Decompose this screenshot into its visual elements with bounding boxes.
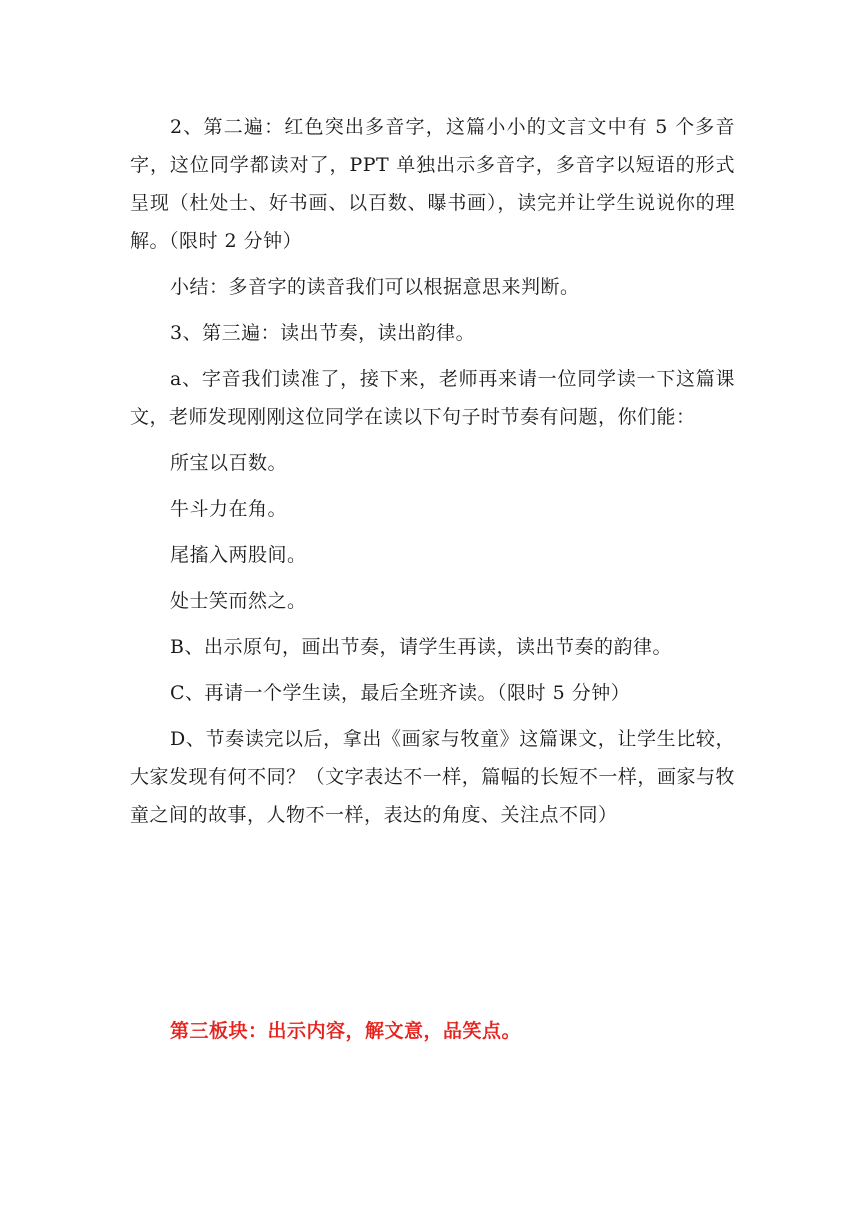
example-sentence-3: 尾搐入两股间。 <box>170 544 307 566</box>
paragraph-step-c: C、再请一个学生读，最后全班齐读。（限时 5 分钟） <box>170 682 631 704</box>
section-heading: 第三板块：出示内容，解文意，品笑点。 <box>170 1020 522 1042</box>
example-sentence-4: 处士笑而然之。 <box>170 590 307 612</box>
paragraph-second-reading: 2、第二遍：红色突出多音字，这篇小小的文言文中有 5 个多音字，这位同学都读对了，PPT 单独出示多音字，多音字以短语的形式呈现（杜处士、好书画、以百数、曝书画），读完并让学生说说你的理解。（限时 2 分钟） <box>130 116 735 252</box>
paragraph-third-reading: 3、第三遍：读出节奏，读出韵律。 <box>170 322 476 344</box>
paragraph-step-b: B、出示原句，画出节奏，请学生再读，读出节奏的韵律。 <box>170 636 672 658</box>
example-sentence-2: 牛斗力在角。 <box>170 498 288 520</box>
example-sentence-1: 所宝以百数。 <box>170 452 288 474</box>
paragraph-step-a: a、字音我们读准了，接下来，老师再来请一位同学读一下这篇课文，老师发现刚刚这位同学在读以下句子时节奏有问题，你们能： <box>130 368 735 428</box>
document-body <box>130 108 735 842</box>
paragraph-summary: 小结：多音字的读音我们可以根据意思来判断。 <box>170 276 580 298</box>
paragraph-step-d: D、节奏读完以后，拿出《画家与牧童》这篇课文，让学生比较，大家发现有何不同？（文字表达不一样，篇幅的长短不一样，画家与牧童之间的故事，人物不一样，表达的角度、关注点不同） <box>130 728 735 826</box>
